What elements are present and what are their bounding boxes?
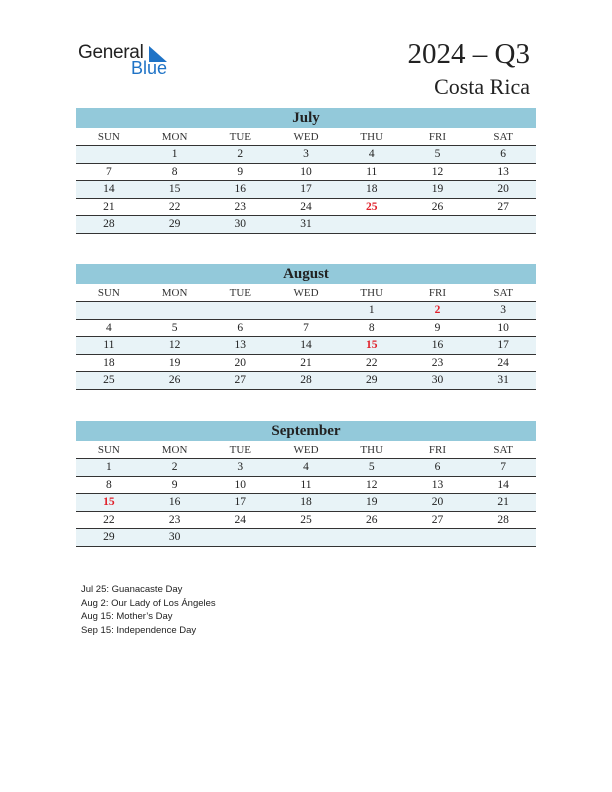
- weekday-label: THU: [360, 287, 384, 299]
- weekday-label: SAT: [493, 444, 513, 456]
- weekday-label: TUE: [229, 131, 251, 143]
- day-cell: [339, 216, 405, 233]
- weekday-label: WED: [293, 444, 319, 456]
- day-cell: 1: [171, 148, 178, 160]
- day-cell: 24: [497, 356, 509, 369]
- country-name: Costa Rica: [434, 74, 530, 99]
- day-cell: 28: [497, 513, 509, 526]
- day-cell: 27: [431, 513, 444, 526]
- day-cell: 16: [431, 339, 444, 351]
- logo-general-text: General: [78, 42, 144, 63]
- day-cell: 29: [103, 531, 115, 543]
- day-cell: 21: [300, 356, 312, 369]
- day-cell: 8: [105, 478, 112, 491]
- day-cell: 28: [300, 374, 312, 386]
- week-row: [76, 477, 536, 495]
- holiday-day-cell: 15: [365, 339, 378, 351]
- weekday-label: THU: [360, 444, 384, 456]
- day-cell: 18: [365, 183, 378, 195]
- day-cell: 13: [431, 478, 444, 491]
- day-cell: 8: [171, 165, 178, 178]
- day-cell: 20: [234, 356, 247, 369]
- day-cell: 8: [368, 321, 375, 334]
- weekday-label: WED: [293, 131, 319, 143]
- day-cell: 9: [237, 165, 244, 178]
- day-cell: 24: [300, 200, 312, 213]
- day-cell: [207, 529, 273, 546]
- day-cell: 9: [434, 321, 441, 334]
- day-cell: 23: [168, 513, 181, 526]
- day-cell: 17: [234, 496, 247, 508]
- day-cell: 13: [497, 165, 509, 178]
- day-cell: 21: [497, 496, 509, 508]
- day-cell: 19: [168, 356, 181, 369]
- day-cell: 22: [365, 356, 378, 369]
- week-row: [76, 164, 536, 182]
- day-cell: 21: [103, 200, 115, 213]
- weekday-label: SUN: [97, 444, 120, 456]
- day-cell: 22: [103, 513, 115, 526]
- day-cell: 23: [234, 200, 247, 213]
- week-row: [76, 199, 536, 217]
- day-cell: [273, 302, 339, 319]
- day-cell: 6: [434, 461, 441, 473]
- day-cell: 25: [300, 513, 312, 526]
- month-name: August: [76, 264, 536, 284]
- day-cell: 10: [497, 321, 509, 334]
- holiday-day-cell: 2: [434, 304, 441, 316]
- weekday-label: SUN: [97, 131, 120, 143]
- day-cell: 16: [234, 183, 247, 195]
- day-cell: 30: [168, 531, 181, 543]
- day-cell: 11: [366, 165, 378, 178]
- day-cell: 29: [365, 374, 378, 386]
- day-cell: 25: [103, 374, 115, 386]
- day-cell: 9: [171, 478, 178, 491]
- day-cell: 27: [497, 200, 509, 213]
- day-cell: [207, 302, 273, 319]
- weekday-label: FRI: [428, 287, 447, 299]
- day-cell: 16: [168, 496, 181, 508]
- holiday-note: Jul 25: Guanacaste Day: [81, 584, 183, 595]
- weekday-label: WED: [293, 287, 319, 299]
- day-cell: 1: [105, 461, 112, 473]
- day-cell: 20: [497, 183, 509, 195]
- day-cell: 11: [300, 478, 312, 491]
- week-row: [76, 459, 536, 477]
- week-row: [76, 320, 536, 338]
- weekday-label: FRI: [428, 444, 447, 456]
- day-cell: 3: [500, 304, 507, 316]
- week-row: [76, 494, 536, 512]
- day-cell: 7: [303, 321, 309, 334]
- week-row: [76, 181, 536, 199]
- day-cell: [76, 146, 142, 163]
- day-cell: 14: [300, 339, 312, 351]
- holiday-note: Sep 15: Independence Day: [81, 624, 197, 636]
- day-cell: 14: [497, 478, 509, 491]
- day-cell: 30: [431, 374, 444, 386]
- weekday-label: MON: [161, 287, 188, 299]
- day-cell: 17: [497, 339, 509, 351]
- day-cell: 7: [105, 165, 112, 178]
- day-cell: 28: [103, 218, 115, 230]
- day-cell: 13: [234, 339, 247, 351]
- day-cell: [142, 302, 208, 319]
- week-row: [76, 302, 536, 320]
- day-cell: 27: [234, 374, 247, 386]
- weekday-label: THU: [360, 131, 384, 143]
- day-cell: [470, 529, 536, 546]
- month-calendar: [76, 421, 536, 547]
- day-cell: 18: [300, 496, 312, 508]
- weekday-header-row: [76, 441, 536, 459]
- day-cell: 6: [500, 148, 507, 160]
- day-cell: 26: [365, 513, 378, 526]
- day-cell: 6: [237, 321, 244, 334]
- day-cell: 17: [300, 183, 312, 195]
- day-cell: 10: [234, 478, 247, 491]
- day-cell: 4: [303, 461, 309, 473]
- weekday-label: SAT: [493, 131, 513, 143]
- week-row: [76, 216, 536, 234]
- weekday-label: SAT: [493, 287, 513, 299]
- day-cell: 12: [365, 478, 378, 491]
- weekday-label: MON: [161, 131, 188, 143]
- day-cell: 30: [234, 218, 247, 230]
- week-row: [76, 512, 536, 530]
- week-row: [76, 146, 536, 164]
- day-cell: 15: [168, 183, 181, 195]
- day-cell: 2: [237, 148, 244, 160]
- day-cell: 7: [500, 461, 507, 473]
- day-cell: 4: [105, 321, 112, 334]
- day-cell: 29: [168, 218, 181, 230]
- month-calendar: [76, 108, 536, 234]
- logo-blue-text: Blue: [131, 58, 168, 78]
- week-row: [76, 372, 536, 390]
- page-title: 2024 – Q3: [407, 38, 530, 70]
- day-cell: 31: [300, 218, 312, 230]
- week-row: [76, 529, 536, 547]
- month-calendar: [76, 264, 536, 390]
- logo: [78, 40, 178, 80]
- holiday-note: Aug 15: Mother’s Day: [81, 611, 173, 622]
- day-cell: 10: [300, 165, 312, 178]
- day-cell: [273, 529, 339, 546]
- week-row: [76, 337, 536, 355]
- day-cell: 11: [103, 339, 115, 351]
- weekday-label: SUN: [97, 287, 120, 299]
- day-cell: 3: [303, 148, 309, 160]
- day-cell: 1: [368, 304, 375, 316]
- day-cell: 18: [103, 356, 115, 369]
- weekday-label: FRI: [428, 131, 447, 143]
- holiday-day-cell: 25: [365, 200, 378, 213]
- week-row: [76, 355, 536, 373]
- day-cell: 5: [171, 321, 178, 334]
- day-cell: [405, 216, 471, 233]
- day-cell: 19: [431, 183, 444, 195]
- day-cell: 2: [171, 461, 178, 473]
- weekday-label: TUE: [229, 444, 251, 456]
- day-cell: 3: [237, 461, 244, 473]
- day-cell: 14: [103, 183, 115, 195]
- day-cell: 19: [365, 496, 378, 508]
- day-cell: [339, 529, 405, 546]
- holiday-note: Aug 2: Our Lady of Los Ángeles: [81, 597, 216, 609]
- day-cell: 26: [168, 374, 181, 386]
- day-cell: 23: [431, 356, 444, 369]
- day-cell: 12: [168, 339, 181, 351]
- day-cell: [405, 529, 471, 546]
- day-cell: 22: [168, 200, 181, 213]
- day-cell: 20: [431, 496, 444, 508]
- holiday-day-cell: 15: [103, 496, 115, 508]
- weekday-label: TUE: [229, 287, 251, 299]
- day-cell: 31: [497, 374, 509, 386]
- weekday-header-row: [76, 128, 536, 146]
- day-cell: 24: [234, 513, 247, 526]
- day-cell: 26: [431, 200, 444, 213]
- month-name: July: [76, 108, 536, 128]
- day-cell: [76, 302, 142, 319]
- weekday-header-row: [76, 284, 536, 302]
- day-cell: 5: [434, 148, 441, 160]
- day-cell: 12: [431, 165, 444, 178]
- day-cell: 4: [368, 148, 375, 160]
- weekday-label: MON: [161, 444, 188, 456]
- month-name: September: [76, 421, 536, 441]
- day-cell: [470, 216, 536, 233]
- day-cell: 5: [368, 461, 375, 473]
- holiday-notes: [81, 583, 216, 637]
